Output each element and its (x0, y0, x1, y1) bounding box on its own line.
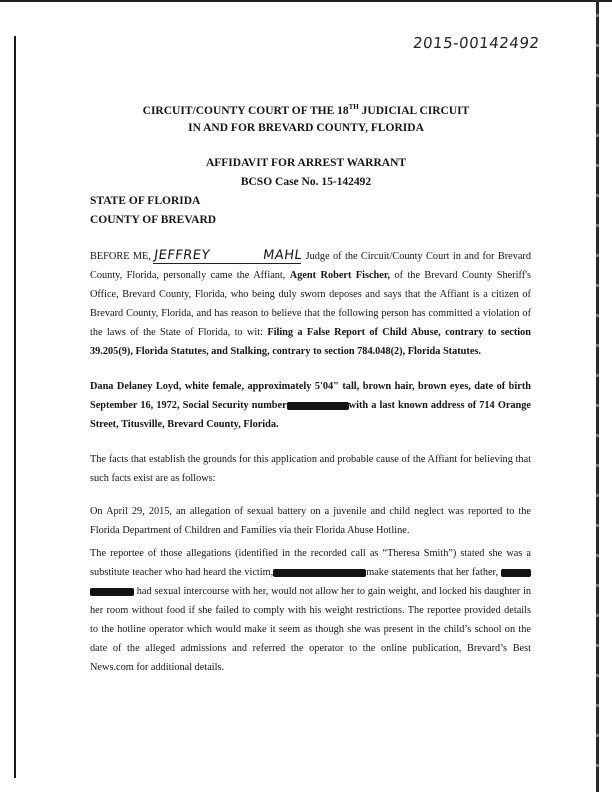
p5-line2-b: make statements that her father, (366, 567, 499, 578)
p1-line3: Office, Brevard County, Florida, who being duly sworn deposes and says that the Affiant is a citizen of (90, 289, 531, 300)
redaction-victim-name (273, 569, 366, 577)
case-number: BCSO Case No. 15-142492 (240, 176, 372, 188)
p5-line4: her room without food if she failed to comply with his weight restrictions. The reportee provided details (90, 605, 531, 616)
p5-line5: to the hotline operator which would make it seem as though she was present in the child’s school on the (90, 624, 531, 635)
paragraph-before-me (90, 247, 531, 361)
p5-line2 (90, 563, 531, 582)
handwritten-case-number: 2015-00142492 (412, 34, 541, 52)
p4-line2: Florida Department of Children and Families via their Florida Abuse Hotline. (90, 525, 410, 536)
paragraph-facts-intro (90, 450, 531, 488)
p5-line6: date of the alleged admissions and referred the operator to the online publication, Brevard’s Best (90, 643, 531, 654)
affiant-name: Agent Robert Fischer, (289, 270, 391, 281)
p5-line7: News.com for additional details. (90, 662, 225, 673)
paragraph-allegation (90, 502, 531, 540)
paragraph-reportee (90, 544, 531, 677)
scan-left-edge (14, 36, 16, 778)
county-line: COUNTY OF BREVARD (90, 214, 217, 226)
court-line1-pre: CIRCUIT/COUNTY COURT OF THE 18 (142, 104, 349, 117)
redaction-father-name (501, 569, 531, 577)
p2-line1: Dana Delaney Loyd, white female, approximately 5'04" tall, brown hair, brown eyes, date of birth (90, 381, 531, 392)
before-me-text: BEFORE ME, (90, 251, 151, 262)
p1-line2 (90, 266, 531, 285)
court-heading-line1 (0, 103, 612, 117)
redaction-ssn (287, 402, 349, 410)
p1-line1-text: Judge of the Circuit/County Court in and for Brevard (305, 251, 532, 262)
affidavit-title: AFFIDAVIT FOR ARREST WARRANT (205, 157, 407, 169)
p1-line5-a: the laws of the State of Florida, to wit: (90, 327, 263, 338)
scan-right-edge (596, 0, 599, 792)
p1-line2-a: County, Florida, personally came the Affiant, (90, 270, 286, 281)
p5-line3 (90, 582, 531, 601)
paragraph-suspect (90, 377, 531, 434)
p2-line2-a: September 16, 1972, Social Security number (90, 400, 287, 411)
p4-line1: On April 29, 2015, an allegation of sexual battery on a juvenile and child neglect was reported to the (90, 506, 531, 517)
court-heading-line2: IN AND FOR BREVARD COUNTY, FLORIDA (188, 122, 424, 134)
court-line1-post: JUDICIAL CIRCUIT (358, 104, 470, 117)
court-line1-sup: TH (348, 103, 359, 111)
p2-line2-b: with a last known address of 714 Orange (348, 400, 531, 411)
charge-text-2: 39.205(9), Florida Statutes, and Stalking, contrary to section 784.048(2), Florida Statutes. (90, 346, 481, 357)
p5-line3-text: had sexual intercourse with her, would not allow her to gain weight, and locked his daughter in (136, 586, 532, 597)
p1-line6 (90, 342, 531, 361)
p3-line1: The facts that establish the grounds for this application and probable cause of the Affiant for believing that (90, 454, 531, 465)
p2-line3: Street, Titusville, Brevard County, Florida. (90, 419, 279, 430)
p1-line5 (90, 323, 531, 342)
judge-signature-field: JEFFREY MAHL (153, 248, 304, 263)
p1-line2-b: of the Brevard County Sheriff's (394, 270, 532, 281)
scan-top-edge (0, 0, 612, 2)
p3-line2: such facts exist are as follows: (90, 473, 216, 484)
charge-text-1: Filing a False Report of Child Abuse, contrary to section (267, 327, 532, 338)
p1-line1 (90, 247, 531, 266)
p2-line2 (90, 396, 531, 415)
p5-line1: The reportee of those allegations (identified in the recorded call as “Theresa Smith”) stated she was a (90, 548, 531, 559)
p5-line2-a: substitute teacher who had heard the victim, (90, 567, 274, 578)
redaction-father-name-cont (90, 588, 134, 596)
state-line: STATE OF FLORIDA (90, 195, 201, 207)
p1-line4: Brevard County, Florida, and has reason to believe that the following person has committed a violation of (90, 308, 531, 319)
